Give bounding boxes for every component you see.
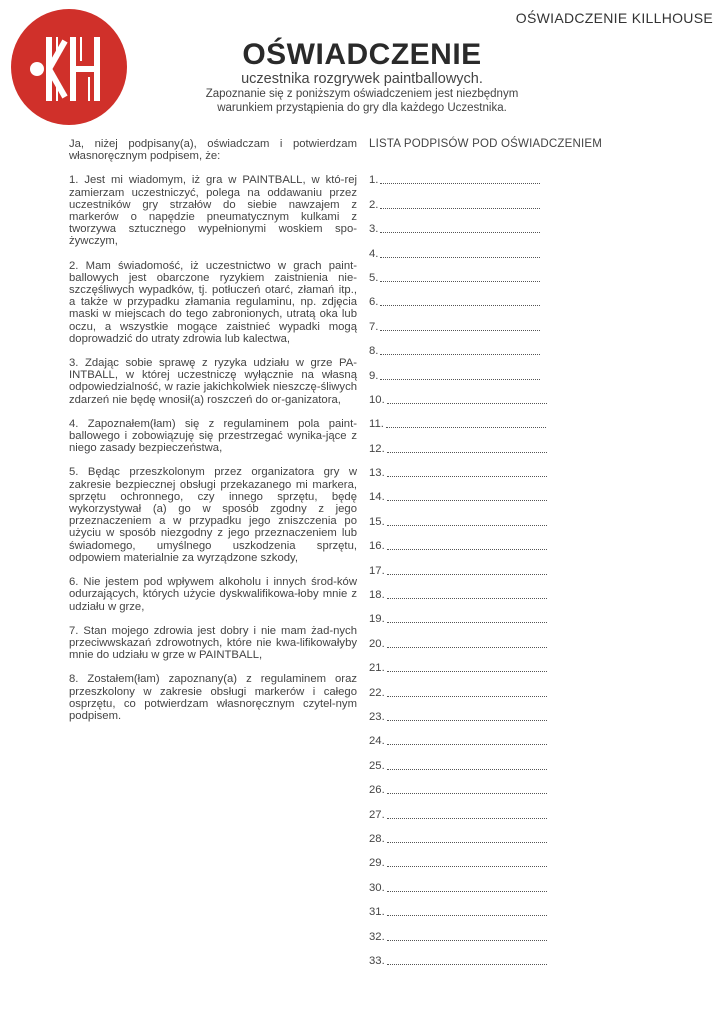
signature-row <box>369 845 669 869</box>
signature-row-number: 25. <box>369 759 385 772</box>
declaration-item: 6. Nie jestem pod wpływem alkoholu i innych środ-ków odurzających, których użycie dyskwalifikowa-łoby mnie z udziału w grze, <box>69 576 357 613</box>
signature-row-number: 27. <box>369 808 385 821</box>
declaration-text <box>69 138 357 734</box>
signature-row-number: 17. <box>369 564 385 577</box>
page-subtitle: uczestnika rozgrywek paintballowych. <box>241 71 483 87</box>
signature-line[interactable] <box>387 565 547 575</box>
signature-row <box>369 186 669 210</box>
signature-row <box>369 406 669 430</box>
signature-line[interactable] <box>387 809 547 819</box>
signature-row-number: 20. <box>369 637 385 650</box>
signature-row-number: 26. <box>369 784 385 797</box>
signature-line[interactable] <box>387 443 547 453</box>
signature-row-number: 7. <box>369 320 379 333</box>
signature-line[interactable] <box>387 931 547 941</box>
signature-row <box>369 211 669 235</box>
signature-row <box>369 674 669 698</box>
signature-row-number: 30. <box>369 881 385 894</box>
signature-line[interactable] <box>387 711 547 721</box>
signature-line[interactable] <box>380 296 540 306</box>
signature-row <box>369 625 669 649</box>
signature-line[interactable] <box>386 418 546 428</box>
signature-row-number: 19. <box>369 613 385 626</box>
signature-line[interactable] <box>387 613 547 623</box>
signature-line[interactable] <box>387 467 547 477</box>
signature-row <box>369 650 669 674</box>
signature-row-number: 22. <box>369 686 385 699</box>
signature-line[interactable] <box>387 833 547 843</box>
killhouse-logo <box>11 9 127 125</box>
signature-row-number: 5. <box>369 271 379 284</box>
signature-row <box>369 821 669 845</box>
signature-row-number: 24. <box>369 735 385 748</box>
signature-line[interactable] <box>387 687 547 697</box>
signature-line[interactable] <box>387 760 547 770</box>
signature-line[interactable] <box>387 516 547 526</box>
signature-list-section <box>369 138 669 967</box>
page-title: OŚWIADCZENIE <box>242 38 482 71</box>
signature-line[interactable] <box>387 491 547 501</box>
signature-row-number: 2. <box>369 198 379 211</box>
signature-line[interactable] <box>387 638 547 648</box>
signature-row <box>369 333 669 357</box>
signature-line[interactable] <box>387 735 547 745</box>
signature-row <box>369 918 669 942</box>
intro-line-2: warunkiem przystąpienia do gry dla każdego Uczestnika. <box>217 102 507 114</box>
signature-row-number: 31. <box>369 906 385 919</box>
declaration-item: 5. Będąc przeszkolonym przez organizatora gry w zakresie bezpiecznej obsługi przekazanego mi markera, sprzętu ochronnego, czy innego sprzętu, będę wykorzystywał (a) go w sposób zgodny z jego przeznaczeniem a w przypadku jego zniszczenia po użyciu w sposób niezgodny z jego przeznaczeniem lub świadomego, umyślnego uszkodzenia sprzętu, odpowiem materialnie za wyrządzone szkody, <box>69 466 357 564</box>
signature-row <box>369 869 669 893</box>
signature-row <box>369 943 669 967</box>
signature-row <box>369 162 669 186</box>
title-block <box>150 38 574 115</box>
declaration-item: 1. Jest mi wiadomym, iż gra w PAINTBALL, w któ-rej zamierzam uczestniczyć, polega na oddawaniu przez uczestników gry strzałów do siebie nawzajem z markerów o napędzie pneumatycznym kulkami z tworzywa sztucznego wypełnionymi woskiem spo-żywczym, <box>69 174 357 248</box>
signature-row-number: 32. <box>369 930 385 943</box>
signature-row <box>369 552 669 576</box>
signature-line[interactable] <box>380 248 540 258</box>
signature-row <box>369 430 669 454</box>
signature-row-number: 9. <box>369 369 379 382</box>
signature-row <box>369 723 669 747</box>
signature-row <box>369 382 669 406</box>
signature-row <box>369 699 669 723</box>
signature-row-number: 33. <box>369 954 385 967</box>
signature-row-number: 3. <box>369 223 379 236</box>
declaration-item: 7. Stan mojego zdrowia jest dobry i nie mam żad-nych przeciwwskazań zdrowotnych, które nie kwa-lifikowałyby mnie do udziału w grze w PAINTBALL, <box>69 624 357 662</box>
signature-line[interactable] <box>387 784 547 794</box>
signature-line[interactable] <box>380 199 540 209</box>
signature-line[interactable] <box>387 394 547 404</box>
signature-row <box>369 601 669 625</box>
signature-row-number: 8. <box>369 345 379 358</box>
signature-line[interactable] <box>387 662 547 672</box>
intro-line-1: Zapoznanie się z poniższym oświadczeniem jest niezbędnym <box>205 88 519 100</box>
declaration-item: 3. Zdając sobie sprawę z ryzyka udziału w grze PA-INTBALL, w której uczestniczę wyłącznie na własną odpowiedzialność, w razie jakichkolwiek nieszczę-śliwych zdarzeń nie będę wnosił(a) roszczeń do or-ganizatora, <box>69 357 357 406</box>
signature-row <box>369 455 669 479</box>
signature-row <box>369 577 669 601</box>
signature-row <box>369 772 669 796</box>
signature-row <box>369 260 669 284</box>
signature-line[interactable] <box>387 589 547 599</box>
signature-line[interactable] <box>387 955 547 965</box>
signature-list-title: LISTA PODPISÓW POD OŚWIADCZENIEM <box>369 138 603 150</box>
declaration-intro: Ja, niżej podpisany(a), oświadczam i potwierdzam własnoręcznym podpisem, że: <box>69 138 357 163</box>
signature-line[interactable] <box>387 540 547 550</box>
signature-row <box>369 503 669 527</box>
signature-list <box>369 162 669 967</box>
signature-row-number: 13. <box>369 467 385 480</box>
signature-line[interactable] <box>380 223 540 233</box>
signature-line[interactable] <box>380 174 540 184</box>
signature-row-number: 1. <box>369 174 379 187</box>
signature-row-number: 29. <box>369 857 385 870</box>
signature-line[interactable] <box>387 906 547 916</box>
signature-row-number: 21. <box>369 662 385 675</box>
signature-row-number: 6. <box>369 296 379 309</box>
signature-row <box>369 894 669 918</box>
signature-row <box>369 528 669 552</box>
signature-row <box>369 357 669 381</box>
signature-row-number: 4. <box>369 247 379 260</box>
signature-row-number: 16. <box>369 540 385 553</box>
signature-row-number: 10. <box>369 393 385 406</box>
signature-row-number: 15. <box>369 515 385 528</box>
signature-line[interactable] <box>380 345 540 355</box>
signature-row <box>369 747 669 771</box>
signature-line[interactable] <box>387 857 547 867</box>
signature-row-number: 18. <box>369 589 385 602</box>
signature-line[interactable] <box>380 370 540 380</box>
declaration-item: 8. Zostałem(łam) zapoznany(a) z regulaminem oraz przeszkolony w zakresie obsługi markerów i całego osprzętu, co potwierdzam własnoręcznym czytel-nym podpisem. <box>69 673 357 722</box>
signature-line[interactable] <box>380 272 540 282</box>
signature-row-number: 12. <box>369 442 385 455</box>
signature-row <box>369 479 669 503</box>
declaration-item: 4. Zapoznałem(łam) się z regulaminem pola paint-ballowego i zobowiązuję się przestrzegać wynika-jące z niego zasady bezpieczeństwa, <box>69 417 357 455</box>
signature-row <box>369 796 669 820</box>
signature-row-number: 11. <box>369 418 384 431</box>
declaration-item: 2. Mam świadomość, iż uczestnictwo w grach paint-ballowych jest obarczone ryzykiem zaistnienia nie-szczęśliwych wypadków, tj. potłuczeń otarć, złamań itp., a także w przypadku złamania regulaminu, np. zdjęcia maski w miejscach do tego zabronionych, utratą oka lub oczu, a wszystkie mogące zaistnieć wypadki mogą doprowadzić do utraty zdrowia lub kalectwa, <box>69 259 357 345</box>
signature-row <box>369 308 669 332</box>
signature-line[interactable] <box>387 882 547 892</box>
signature-row-number: 23. <box>369 710 385 723</box>
header-label: OŚWIADCZENIE KILLHOUSE <box>515 10 713 26</box>
signature-line[interactable] <box>380 321 540 331</box>
signature-row-number: 14. <box>369 491 385 504</box>
killhouse-logo-icon <box>11 9 127 125</box>
signature-row-number: 28. <box>369 832 385 845</box>
signature-row <box>369 284 669 308</box>
signature-row <box>369 235 669 259</box>
